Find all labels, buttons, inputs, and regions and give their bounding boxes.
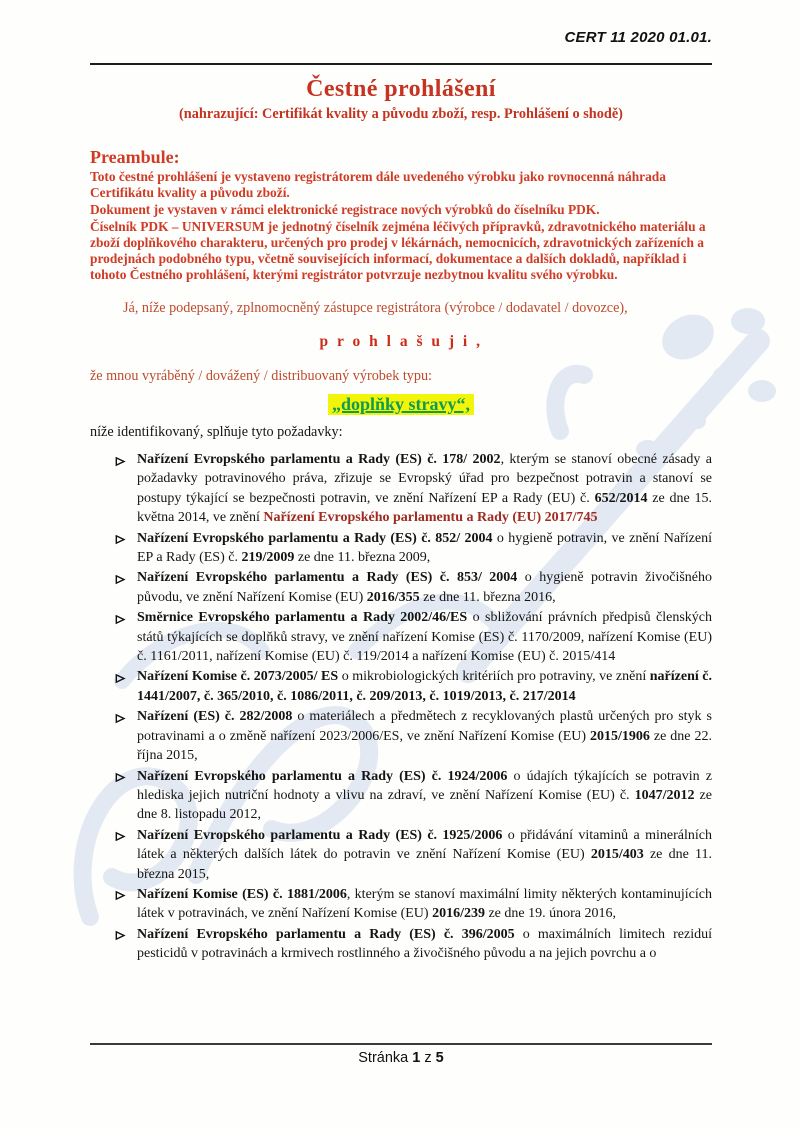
requirement-text: Směrnice Evropského parlamentu a Rady 2002/46/ES o sbližování právních předpisů členských států týkajících se doplňků stravy, ve znění nařízení Komise (ES) č. 1170/2009, nařízení Komise (EU) č. 1161/2011, nařízení Komise (EU) č. 119/2014 a nařízení Komise (EU) č. 2015/414	[137, 610, 712, 665]
declaration-product-intro: že mnou vyráběný / dovážený / distribuovaný výrobek typu:	[90, 368, 432, 384]
requirement-item	[90, 707, 712, 765]
product-type-highlight: „doplňky stravy“,	[328, 394, 474, 415]
requirement-text: Nařízení Komise (ES) č. 1881/2006, kterým se stanoví maximální limity některých kontaminujících látek v potravinách, ve znění Nařízení Komise (EU) 2016/239 ze dne 19. února 2016,	[137, 886, 712, 922]
requirement-item	[90, 608, 712, 666]
requirement-item	[90, 767, 712, 825]
requirement-text: Nařízení Evropského parlamentu a Rady (ES) č. 1924/2006 o údajích týkajících se potravin z hlediska jejich nutriční hodnoty a vlivu na zdraví, ve znění Nařízení Komise (EU) č. 1047/2012 ze dne 8. listopadu 2012,	[137, 768, 712, 823]
requirement-item	[90, 885, 712, 924]
declaration-intro: Já, níže podepsaný, zplnomocněný zástupce registrátora (výrobce / dodavatel / dovozce),	[123, 300, 628, 316]
product-type-line	[90, 394, 712, 415]
arrowhead-bullet-icon	[115, 608, 137, 666]
preamble-paragraph: Číselník PDK – UNIVERSUM je jednotný číselník zejména léčivých přípravků, zdravotnického materiálu a zboží doplňkového charakteru, určených pro prodej v lékárnách, nemocnicích, zdravotnických zařízeních a prodejnách podobného typu, včetně souvisejících informací, dokumentace a dalších dokladů, například i tohoto Čestného prohlášení, kterými registrátor potvrzuje nezbytnou kvalitu svého výrobku.	[90, 219, 706, 282]
arrowhead-bullet-icon	[115, 925, 137, 964]
arrowhead-bullet-icon	[115, 450, 137, 528]
requirement-item	[90, 925, 712, 964]
requirement-item	[90, 450, 712, 528]
requirement-text: Nařízení Evropského parlamentu a Rady (ES) č. 852/ 2004 o hygieně potravin, ve znění Nařízení EP a Rady (ES) č. 219/2009 ze dne 11. března 2009,	[137, 530, 712, 566]
arrowhead-bullet-icon	[115, 568, 137, 607]
requirement-text: Nařízení Evropského parlamentu a Rady (ES) č. 396/2005 o maximálních limitech reziduí pesticidů v potravinách a krmivech rostlinného a živočišného původu a na jejich povrchu a o	[137, 926, 712, 962]
page-footer	[90, 1043, 712, 1066]
arrowhead-bullet-icon	[115, 826, 137, 884]
preamble-heading: Preambule:	[90, 147, 180, 167]
arrowhead-bullet-icon	[115, 767, 137, 825]
doc-code: CERT 11 2020 01.01.	[564, 29, 712, 46]
requirement-item	[90, 529, 712, 568]
page-title: Čestné prohlášení	[306, 76, 496, 102]
preamble-text	[90, 169, 712, 283]
header-divider	[90, 63, 712, 65]
requirement-text: Nařízení Evropského parlamentu a Rady (ES) č. 178/ 2002, kterým se stanoví obecné zásady a požadavky potravinového práva, zřizuje se Evropský úřad pro bezpečnost potravin a stanoví se postupy týkající se bezpečnosti potravin, ve znění Nařízení EP a Rady (EU) č. 652/2014 ze dne 15. května 2014, ve znění Nařízení Evropského parlamentu a Rady (EU) 2017/745	[137, 452, 712, 526]
requirement-text: Nařízení Evropského parlamentu a Rady (ES) č. 853/ 2004 o hygieně potravin živočišného původu, ve znění Nařízení Komise (EU) 2016/355 ze dne 11. března 2016,	[137, 570, 712, 605]
declaration-verb: p r o h l a š u j i ,	[319, 333, 483, 350]
requirement-item	[90, 568, 712, 607]
requirements-intro: níže identifikovaný, splňuje tyto požadavky:	[90, 424, 343, 440]
requirement-text: Nařízení Komise č. 2073/2005/ ES o mikrobiologických kritériích pro potraviny, ve znění nařízení č. 1441/2007, č. 365/2010, č. 1086/2011, č. 209/2013, č. 1019/2013, č. 217/2014	[137, 669, 712, 704]
arrowhead-bullet-icon	[115, 529, 137, 568]
preamble-paragraph: Dokument je vystaven v rámci elektronické registrace nových výrobků do číselníku PDK.	[90, 202, 600, 217]
document-page	[0, 29, 800, 1066]
requirement-text: Nařízení Evropského parlamentu a Rady (ES) č. 1925/2006 o přidávání vitaminů a minerálních látek a některých dalších látek do potravin ve znění Nařízení Komise (EU) 2015/403 ze dne 11. března 2015,	[137, 827, 712, 882]
requirement-item	[90, 667, 712, 706]
arrowhead-bullet-icon	[115, 885, 137, 924]
arrowhead-bullet-icon	[115, 667, 137, 706]
preamble-paragraph: Toto čestné prohlášení je vystaveno registrátorem dále uvedeného výrobku jako rovnocenná náhrada Certifikátu kvality a původu zboží.	[90, 169, 666, 200]
page-subtitle: (nahrazující: Certifikát kvality a původu zboží, resp. Prohlášení o shodě)	[179, 106, 623, 122]
arrowhead-bullet-icon	[115, 707, 137, 765]
page-number: Stránka 1 z 5	[358, 1050, 444, 1066]
requirement-item	[90, 826, 712, 884]
requirement-text: Nařízení (ES) č. 282/2008 o materiálech a předmětech z recyklovaných plastů určených pro styk s potravinami a o změně nařízení 2023/2006/ES, ve znění Nařízení Komise (EU) 2015/1906 ze dne 22. října 2015,	[137, 709, 712, 764]
requirements-list	[90, 450, 712, 965]
